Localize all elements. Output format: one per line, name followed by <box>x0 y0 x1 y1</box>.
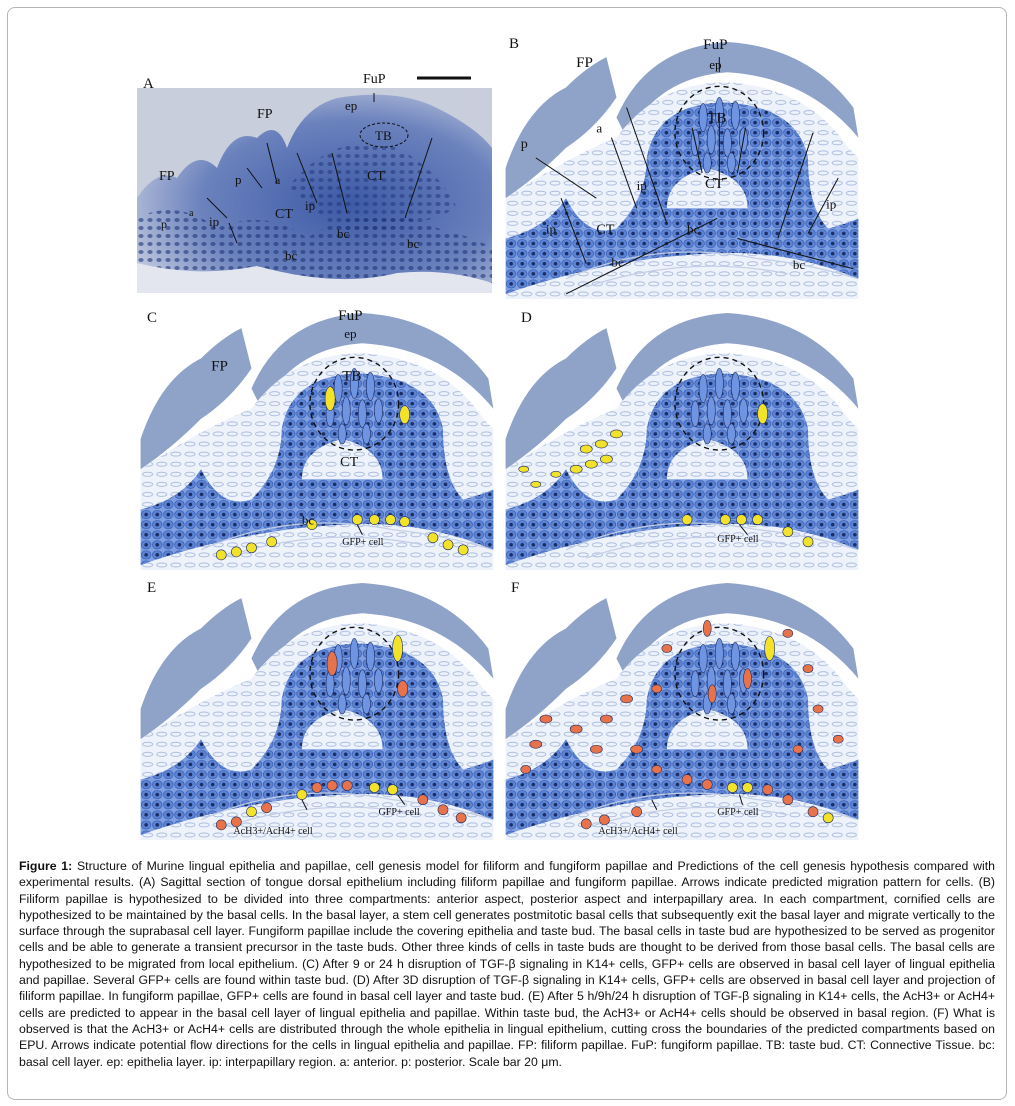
caption-title: Figure 1: <box>19 859 73 873</box>
panel-a <box>137 72 492 293</box>
panel-c-letter: C <box>147 310 158 326</box>
panel-a-fp-label-2: FP <box>159 169 175 184</box>
panel-a-tb-label: TB <box>375 128 392 143</box>
panel-b-ct-label-1: CT <box>705 176 724 193</box>
panel-e-schematic <box>137 588 497 840</box>
panel-a-ct-label-2: CT <box>275 207 293 222</box>
panel-a-letter: A <box>143 76 154 92</box>
panel-b-a-label: a <box>596 120 603 136</box>
panel-b-schematic <box>503 37 861 299</box>
panel-c-bc-label: bc <box>301 512 315 528</box>
panel-d-gfp-label: GFP+ cell <box>717 533 759 545</box>
panel-b-bc-label-3: bc <box>792 256 806 272</box>
panel-b-tb-label: TB <box>707 110 727 127</box>
panel-d-schematic <box>503 318 861 570</box>
panel-a-ip-label-2: ip <box>209 214 220 229</box>
panel-a-ep-label: ep <box>345 98 358 113</box>
panel-d-letter: D <box>521 310 532 326</box>
panel-b-p-label: p <box>520 135 528 152</box>
panel-a-a-label-2: a <box>189 208 194 219</box>
panel-e-letter: E <box>147 580 157 596</box>
panel-f-ach-label: AcH3+/AcH4+ cell <box>598 825 678 837</box>
panel-f <box>503 588 861 840</box>
panel-c-ct-label: CT <box>340 454 359 471</box>
panel-f-gfp-label: GFP+ cell <box>717 806 759 818</box>
panel-b-fp-label: FP <box>576 55 593 72</box>
panel-c-schematic <box>137 308 497 570</box>
panel-c-tb-label: TB <box>342 368 362 385</box>
panel-e <box>137 588 497 840</box>
panel-a-ct-label-1: CT <box>367 169 385 184</box>
panel-a-bc-label-3: bc <box>285 248 298 263</box>
panel-f-schematic <box>503 588 861 840</box>
panel-e-gfp-label: GFP+ cell <box>378 806 420 818</box>
panel-a-a-label-1: a <box>275 173 281 187</box>
panel-b-letter: B <box>509 36 520 52</box>
caption-text: Structure of Murine lingual epithelia and papillae, cell genesis model for filiform and fungiform papillae and Predictions of the cell genesis hypothesis compared with experimental results. (A) Sagittal section of tongue dorsal epithelium including filiform papillae and fungiform papillae. Arrows indicate predicted migration pattern for cells. (B) Filiform papillae is hypothesized to be divided into three compartments: anterior aspect, posterior aspect and interpapillary area. In each compartment, cornified cells are hypothesized to be maintained by the basal cells. In the basal layer, a stem cell generates postmitotic basal cells that subsequently exit the basal layer and migrate vertically to the surface through the suprabasal cell layer. Fungiform papillae include the covering epithelia and taste bud. The basal cells in taste bud are hypothesized to be served as progenitor cells and be able to generate a transient precursor in the taste buds. Other three kinds of cells in taste buds are thought to be derived from those basal cells. The basal cells are hypothesized to be migrated from local epithelium. (C) After 9 or 24 h disruption of TGF-β signaling in K14+ cells, GFP+ cells are observed in basal cell layer of lingual epithelia and papillae. Several GFP+ cells are found within taste bud. (D) After 3D disruption of TGF-β signaling in K14+ cells, GFP+ cells are observed in basal cell layer and projection of filiform papillae. In fungiform papillae, GFP+ cells are found in basal cell layer and taste bud. (E) After 5 h/9h/24 h disruption of TGF-β signaling in K14+ cells, the AcH3+ or AcH4+ cells are predicted to appear in the basal cell layer of lingual epithelia and papillae. Within taste bud, the AcH3+ or AcH4+ cells should be observed in basal region. (F) What is observed is that the AcH3+ or AcH4+ cells are distributed through the whole epithelia in lingual epithelium, cutting cross the boundaries of the predicted compartments based on EPU. Arrows indicate potential flow directions for the cells in lingual epithelia and papillae. FP: filiform papillae. FuP: fungiform papillae. TB: taste bud. CT: Connective Tissue. bc: basal cell layer. ep: epithelia layer. ip: interpapillary region. a: anterior. p: posterior. Scale bar 20 μm. <box>19 859 995 1069</box>
panel-a-p-label-2: p <box>161 217 167 231</box>
panel-b-ip-label-2: ip <box>545 221 557 237</box>
panel-b <box>503 37 861 299</box>
panel-e-ach-label: AcH3+/AcH4+ cell <box>233 825 313 837</box>
panel-a-fp-label-1: FP <box>257 107 273 122</box>
panel-b-ct-label-2: CT <box>596 221 615 238</box>
figure-caption <box>19 858 995 1070</box>
panel-c-gfp-label: GFP+ cell <box>342 536 384 548</box>
panel-a-ip-label-1: ip <box>305 198 316 213</box>
panel-c <box>137 308 497 570</box>
panel-c-fup-label: FuP <box>338 308 363 325</box>
panel-a-bc-label-1: bc <box>337 226 350 241</box>
panel-f-letter: F <box>511 580 520 596</box>
panel-b-fup-label: FuP <box>703 37 728 54</box>
panel-c-ep-label: ep <box>344 326 357 342</box>
panel-b-ep-label: ep <box>709 57 722 73</box>
panel-b-ip-label-3: ip <box>826 196 837 212</box>
panel-b-bc-label-2: bc <box>611 254 624 270</box>
panel-a-bc-label-2: bc <box>407 236 420 251</box>
panel-a-fup-label: FuP <box>363 72 386 87</box>
panel-b-bc-label-1: bc <box>687 221 700 237</box>
panel-a-micrograph <box>137 72 492 293</box>
panel-a-p-label-1: p <box>235 172 242 187</box>
panel-b-ip-label-1: ip <box>636 178 647 194</box>
panel-d <box>503 318 861 570</box>
panel-c-fp-label: FP <box>211 358 228 375</box>
